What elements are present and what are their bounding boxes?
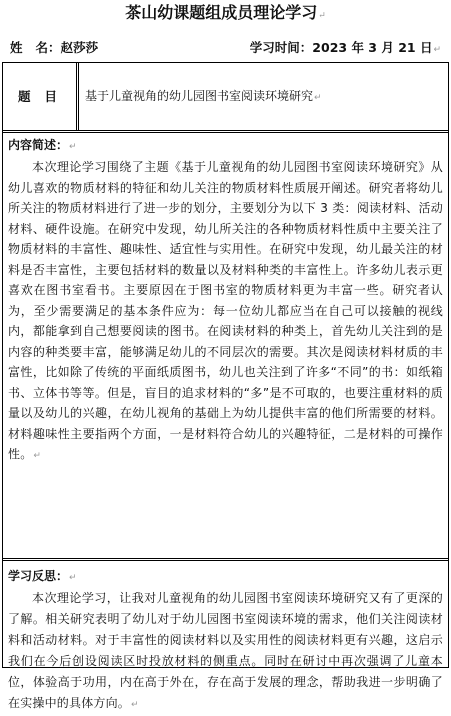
name-label: 姓 名： <box>10 40 61 55</box>
document-title: 茶山幼课题组成员理论学习↵ <box>125 3 326 22</box>
study-record-table <box>2 62 449 710</box>
date-label: 学习时间： <box>249 40 313 55</box>
paragraph-mark: ↵ <box>433 45 441 55</box>
topic-value: 基于儿童视角的幼儿园图书室阅读环境研究↵ <box>85 89 322 103</box>
reflection-body: 本次理论学习，让我对儿童视角的幼儿园图书室阅读环境研究又有了更深的了解。相关研究表明了幼儿对于幼儿园图书室阅读环境的需求，他们关注阅读材料和活动材料。对于丰富性的阅读材料以及实用性的阅读材料更有兴趣，这启示我们在今后创设阅读区时投放材料的侧重点。同时在研讨中再次强调了儿童本位，体验高于功用，内在高于外在，存在高于发展的理念，帮助我进一步明确了在实操中的具体方向。↵ <box>8 591 443 710</box>
date-field <box>250 38 441 60</box>
info-row <box>0 38 451 58</box>
content-summary-body: 本次理论学习围绕了主题《基于儿童视角的幼儿园图书室阅读环境研究》从幼儿喜欢的物质材料的特征和幼儿关注的物质材料性质展开阐述。研究者将幼儿所关注的物质材料进行了进一步的划分，主要划分为以下 3 类：阅读材料、活动材料、硬件设施。在研究中发现，幼儿所关注的各种物质材料性质中主要关注了物质材料的丰富性、趣味性、适宜性与实用性。在研究中发现，幼儿最关注的材料是否丰富性，主要包括材料的数量以及材料种类的丰富性上。许多幼儿表示更喜欢在图书室看书。主要原因在于图书室的物质材料更为丰富一些。研究者认为，至少需要满足的基本条件应为：每一位幼儿都应当在自己可以接触的视线内，都能拿到自己想要阅读的图书。在阅读材料的种类上，首先幼儿关注到的是内容的种类要丰富，能够满足幼儿的不同层次的需要。其次是阅读材料材质的丰富性，比如除了传统的平面纸质图书，幼儿也关注到了许多“不同”的书：如纸箱书、立体书等等。但是，盲目的追求材料的“多”是不可取的，也要注重材料的质量以及幼儿的兴趣，在幼儿视角的基础上为幼儿提供丰富的他们所需要的材料。材料趣味性主要指两个方面，一是材料符合幼儿的兴趣特征，二是材料的可操作性。↵ <box>8 160 443 461</box>
reflection-section <box>3 564 448 710</box>
topic-row <box>3 63 448 133</box>
reflection-heading: 学习反思：↵ <box>8 569 77 583</box>
name-field <box>10 38 98 58</box>
content-summary-heading: 内容简述：↵ <box>8 138 77 152</box>
date-value: 2023 年 3 月 21 日 <box>312 40 433 55</box>
content-summary-section <box>3 133 448 561</box>
paragraph-mark: ↵ <box>69 573 77 583</box>
name-value: 赵莎莎 <box>60 40 99 55</box>
paragraph-mark: ↵ <box>318 11 326 21</box>
paragraph-mark: ↵ <box>314 93 322 103</box>
paragraph-mark: ↵ <box>33 451 42 461</box>
topic-label: 题目 <box>3 63 79 130</box>
paragraph-mark: ↵ <box>131 700 139 710</box>
paragraph-mark: ↵ <box>69 142 77 152</box>
